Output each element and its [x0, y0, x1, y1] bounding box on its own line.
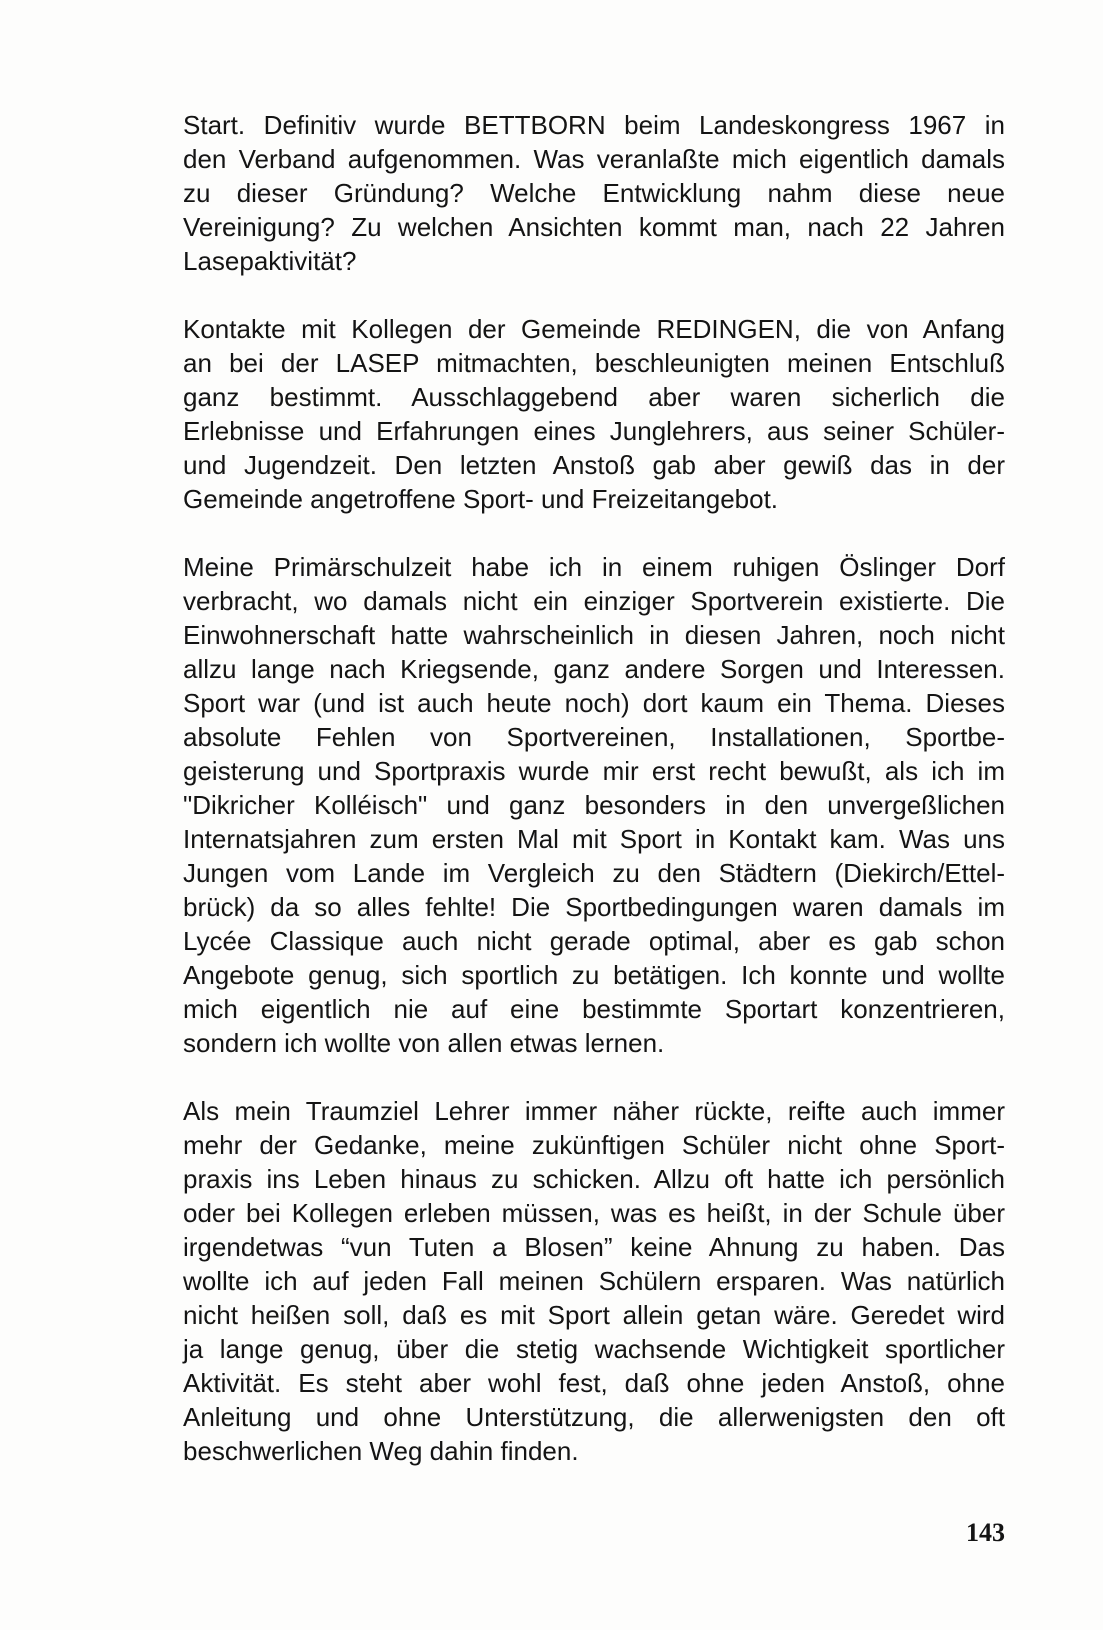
text-line: nicht heißen soll, daß es mit Sport allein getan wäre. Geredet wird: [183, 1300, 1005, 1330]
text-line: beschwerlichen Weg dahin finden.: [183, 1436, 579, 1466]
paragraph-1: [183, 108, 1005, 278]
text-line: Kontakte mit Kollegen der Gemeinde REDINGEN, die von Anfang: [183, 314, 1005, 344]
text-line: Gemeinde angetroffene Sport- und Freizeitangebot.: [183, 484, 779, 514]
paragraph-2: [183, 312, 1005, 516]
text-line: sondern ich wollte von allen etwas lernen.: [183, 1028, 665, 1058]
text-line: Sport war (und ist auch heute noch) dort kaum ein Thema. Dieses: [183, 688, 1005, 718]
paragraph-gap: [183, 516, 1005, 550]
text-line: Vereinigung? Zu welchen Ansichten kommt man, nach 22 Jahren: [183, 212, 1005, 242]
text-column: [183, 108, 1005, 1468]
text-line: Start. Definitiv wurde BETTBORN beim Landeskongress 1967 in: [183, 110, 1005, 140]
text-line: den Verband aufgenommen. Was veranlaßte mich eigentlich damals: [183, 144, 1005, 174]
text-line: Lycée Classique auch nicht gerade optimal, aber es gab schon: [183, 926, 1005, 956]
text-line: an bei der LASEP mitmachten, beschleunigten meinen Entschluß: [183, 348, 1005, 378]
text-line: mehr der Gedanke, meine zukünftigen Schüler nicht ohne Sport-: [183, 1130, 1005, 1160]
text-line: absolute Fehlen von Sportvereinen, Installationen, Sportbe-: [183, 722, 1005, 752]
text-line: Anleitung und ohne Unterstützung, die allerwenigsten den oft: [183, 1402, 1005, 1432]
text-line: Internatsjahren zum ersten Mal mit Sport in Kontakt kam. Was uns: [183, 824, 1005, 854]
text-line: irgendetwas “vun Tuten a Blosen” keine Ahnung zu haben. Das: [183, 1232, 1005, 1262]
text-line: Meine Primärschulzeit habe ich in einem ruhigen Öslinger Dorf: [183, 552, 1005, 582]
page-number: 143: [966, 1518, 1005, 1547]
paragraph-3: [183, 550, 1005, 1060]
text-line: ganz bestimmt. Ausschlaggebend aber waren sicherlich die: [183, 382, 1005, 412]
text-line: Als mein Traumziel Lehrer immer näher rückte, reifte auch immer: [183, 1096, 1005, 1126]
text-line: praxis ins Leben hinaus zu schicken. Allzu oft hatte ich persönlich: [183, 1164, 1005, 1194]
text-line: zu dieser Gründung? Welche Entwicklung nahm diese neue: [183, 178, 1005, 208]
text-line: Jungen vom Lande im Vergleich zu den Städtern (Diekirch/Ettel-: [183, 858, 1005, 888]
paragraph-gap: [183, 278, 1005, 312]
text-line: ja lange genug, über die stetig wachsende Wichtigkeit sportlicher: [183, 1334, 1005, 1364]
text-line: Erlebnisse und Erfahrungen eines Junglehrers, aus seiner Schüler-: [183, 416, 1005, 446]
text-line: geisterung und Sportpraxis wurde mir erst recht bewußt, als ich im: [183, 756, 1005, 786]
text-line: Einwohnerschaft hatte wahrscheinlich in diesen Jahren, noch nicht: [183, 620, 1005, 650]
text-line: brück) da so alles fehlte! Die Sportbedingungen waren damals im: [183, 892, 1005, 922]
text-line: und Jugendzeit. Den letzten Anstoß gab aber gewiß das in der: [183, 450, 1005, 480]
text-line: Aktivität. Es steht aber wohl fest, daß ohne jeden Anstoß, ohne: [183, 1368, 1005, 1398]
text-line: verbracht, wo damals nicht ein einziger Sportverein existierte. Die: [183, 586, 1005, 616]
text-line: oder bei Kollegen erleben müssen, was es heißt, in der Schule über: [183, 1198, 1005, 1228]
text-line: Lasepaktivität?: [183, 246, 357, 276]
text-line: "Dikricher Kolléisch" und ganz besonders in den unvergeßlichen: [183, 790, 1005, 820]
text-line: Angebote genug, sich sportlich zu betätigen. Ich konnte und wollte: [183, 960, 1005, 990]
paragraph-4: [183, 1094, 1005, 1468]
paragraph-gap: [183, 1060, 1005, 1094]
text-line: wollte ich auf jeden Fall meinen Schülern ersparen. Was natürlich: [183, 1266, 1005, 1296]
text-line: mich eigentlich nie auf eine bestimmte Sportart konzentrieren,: [183, 994, 1005, 1024]
text-line: allzu lange nach Kriegsende, ganz andere Sorgen und Interessen.: [183, 654, 1005, 684]
